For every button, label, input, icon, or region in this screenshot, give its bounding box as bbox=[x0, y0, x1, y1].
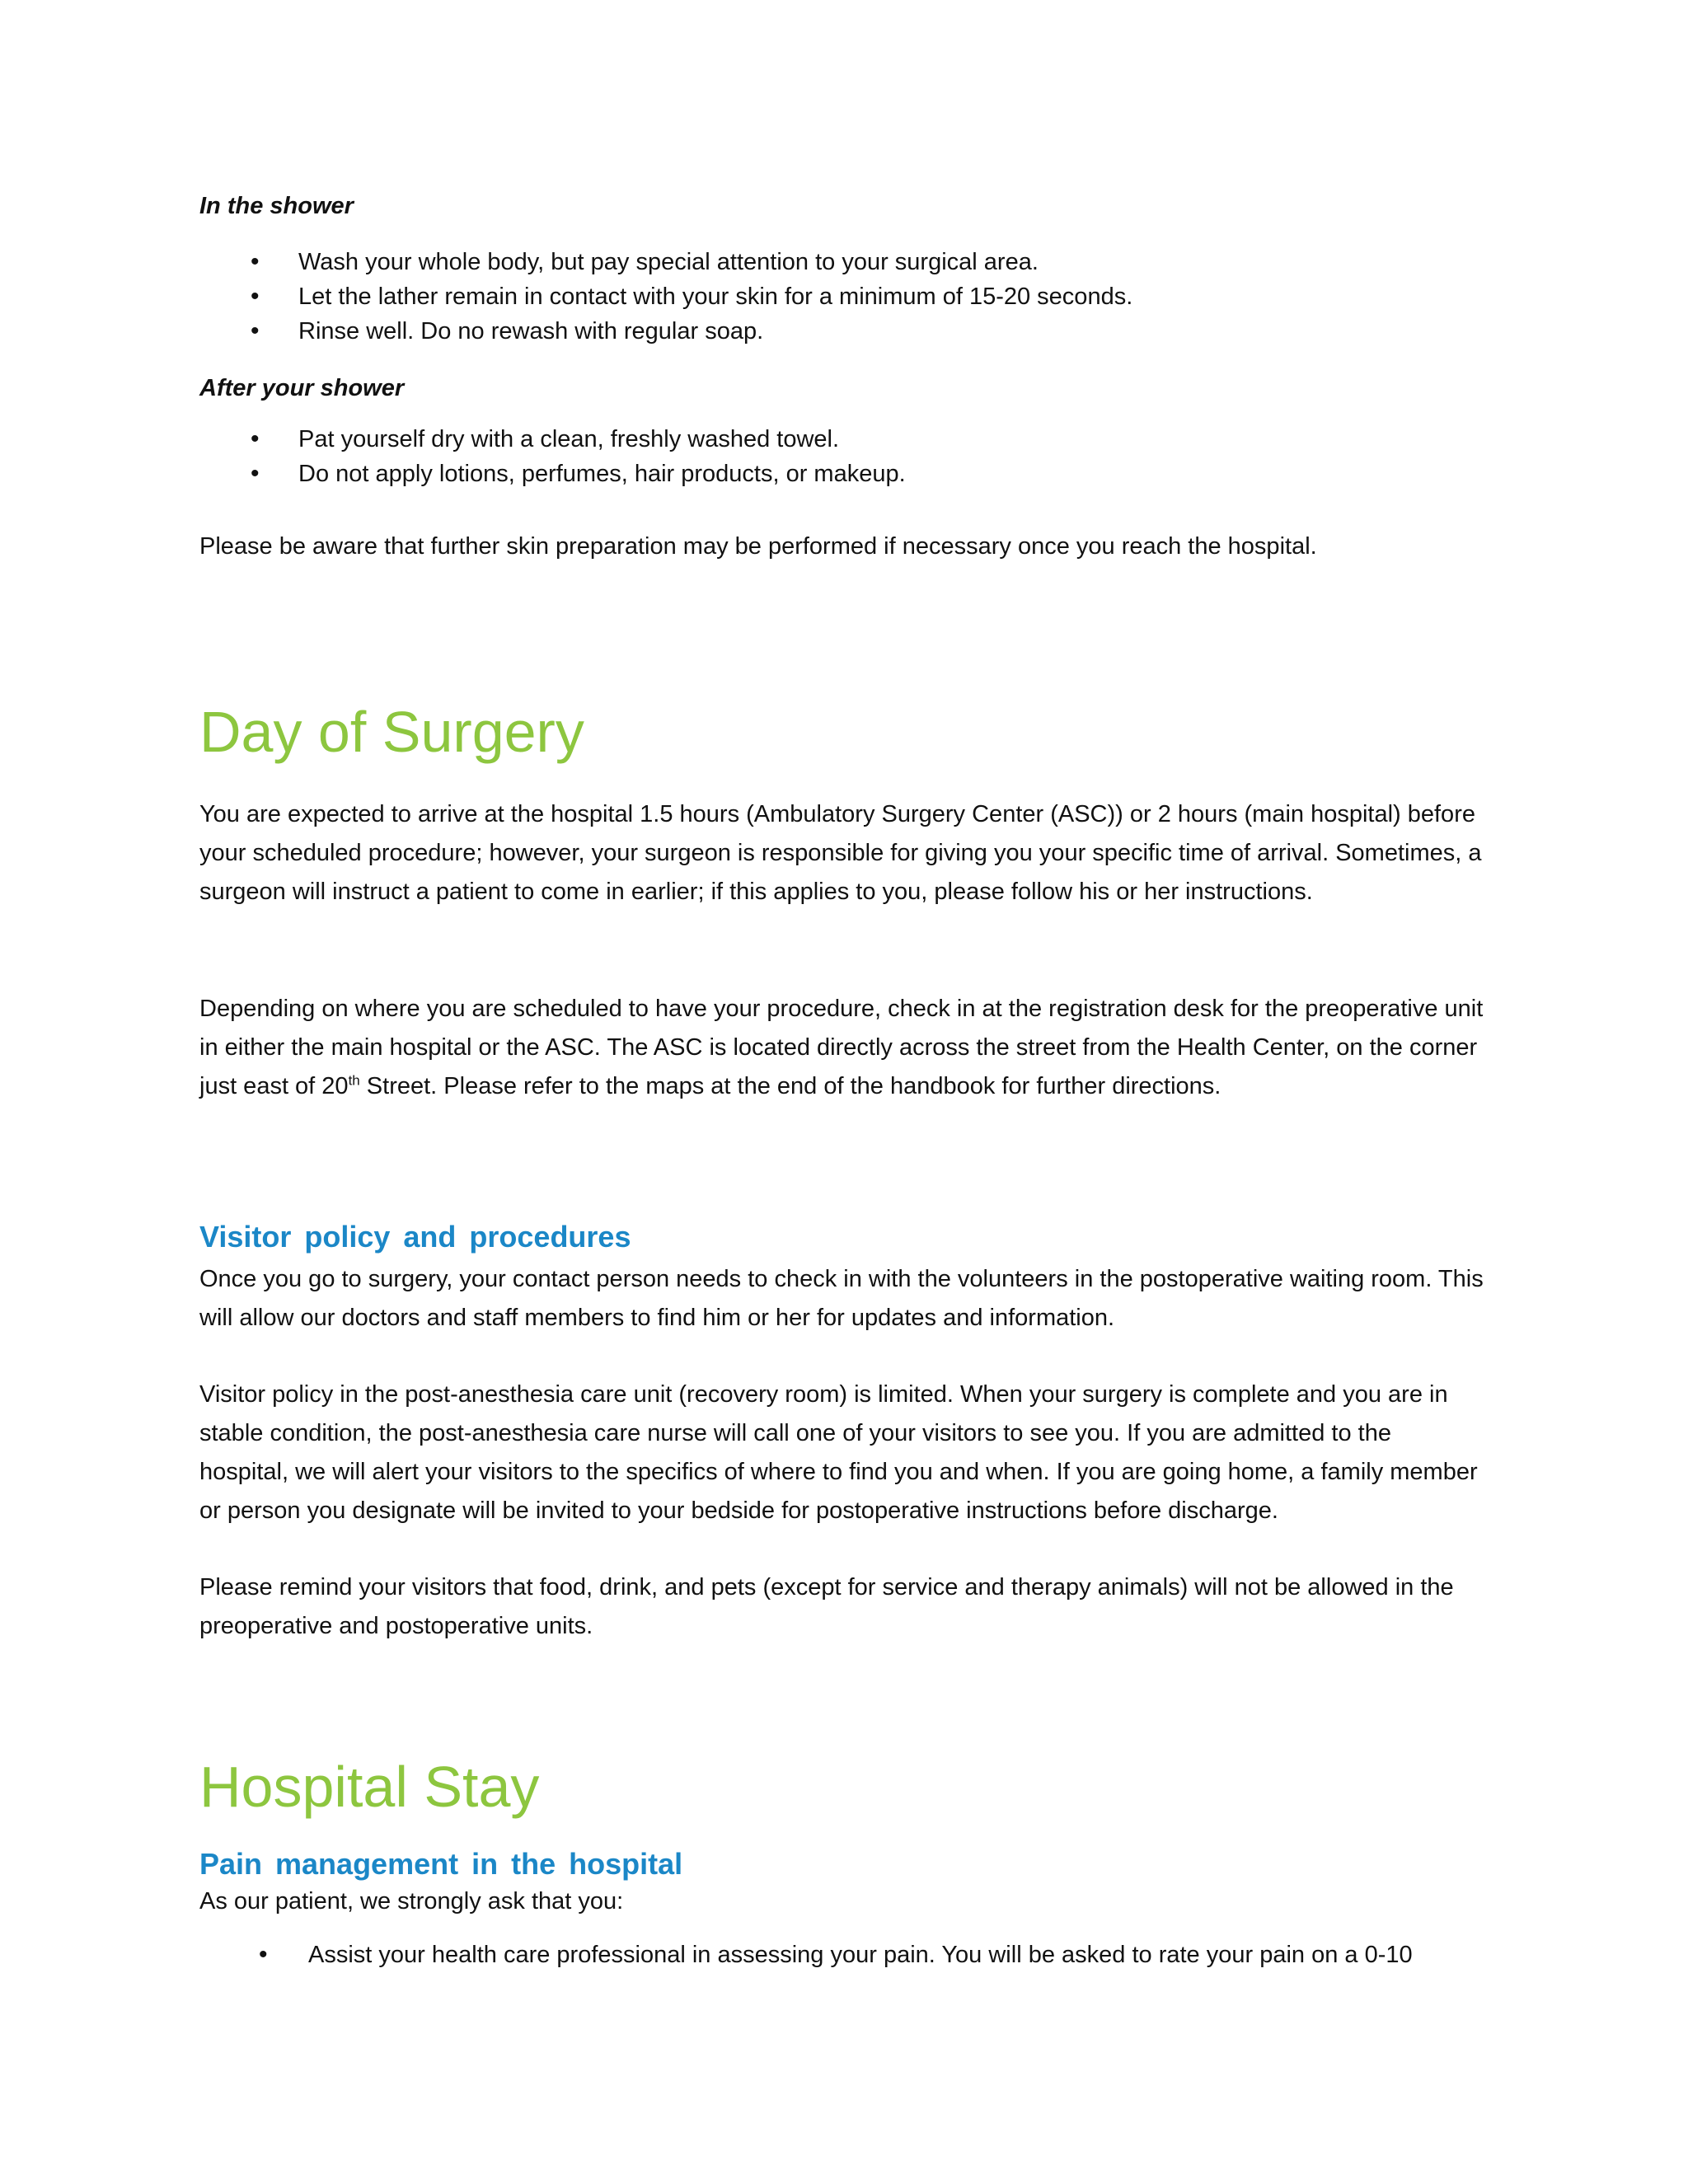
list-item: • Rinse well. Do no rewash with regular soap. bbox=[199, 314, 1132, 349]
shower-heading: In the shower bbox=[199, 193, 354, 219]
visitor-policy-heading: Visitor policy and procedures bbox=[199, 1220, 631, 1254]
arrival-paragraph: You are expected to arrive at the hospital 1.5 hours (Ambulatory Surgery Center (ASC)) or 2 hours (main hospital) before your scheduled procedure; however, your surgeon is responsible for giving you your specific time of arrival. Sometimes, a surgeon will instruct a patient to come in earlier; if this applies to you, please follow his or her instructions. bbox=[199, 801, 1482, 905]
pain-list bbox=[199, 1938, 1413, 1972]
after-shower-list bbox=[199, 422, 906, 491]
check-in-paragraph: Depending on where you are scheduled to have your procedure, check in at the registration desk for the preoperative unit in either the main hospital or the ASC. The ASC is located directly across the street from the Health Center, on the corner just east of 20th Street. Please refer to the maps at the end of the handbook for further directions. bbox=[199, 996, 1484, 1099]
visitor-paragraph-3: Please remind your visitors that food, drink, and pets (except for service and therapy animals) will not be allowed in the preoperative and postoperative units. bbox=[199, 1574, 1454, 1639]
visitor-paragraph-1: Once you go to surgery, your contact person needs to check in with the volunteers in the postoperative waiting room. This will allow our doctors and staff members to find him or her for updates and information. bbox=[199, 1266, 1484, 1331]
list-item: • Assist your health care professional in assessing your pain. You will be asked to rate your pain on a 0-10 bbox=[199, 1938, 1413, 1972]
day-of-surgery-heading: Day of Surgery bbox=[199, 700, 584, 764]
visitor-paragraph-2: Visitor policy in the post-anesthesia care unit (recovery room) is limited. When your surgery is complete and you are in stable condition, the post-anesthesia care nurse will call one of your visitors to see you. If you are admitted to the hospital, we will alert your visitors to the specifics of where to find you and when. If you are going home, a family member or person you designate will be invited to your bedside for postoperative instructions before discharge. bbox=[199, 1381, 1478, 1524]
pain-management-heading: Pain management in the hospital bbox=[199, 1847, 683, 1881]
hospital-stay-heading: Hospital Stay bbox=[199, 1755, 540, 1819]
shower-list bbox=[199, 245, 1132, 349]
list-item: • Let the lather remain in contact with your skin for a minimum of 15-20 seconds. bbox=[199, 279, 1132, 314]
list-item: • Do not apply lotions, perfumes, hair products, or makeup. bbox=[199, 457, 906, 491]
list-item: • Wash your whole body, but pay special attention to your surgical area. bbox=[199, 245, 1132, 279]
pain-intro: As our patient, we strongly ask that you: bbox=[199, 1888, 624, 1915]
document-page bbox=[199, 0, 1485, 2184]
skin-prep-note: Please be aware that further skin preparation may be performed if necessary once you reach the hospital. bbox=[199, 533, 1317, 560]
after-shower-heading: After your shower bbox=[199, 375, 405, 401]
list-item: • Pat yourself dry with a clean, freshly washed towel. bbox=[199, 422, 906, 457]
